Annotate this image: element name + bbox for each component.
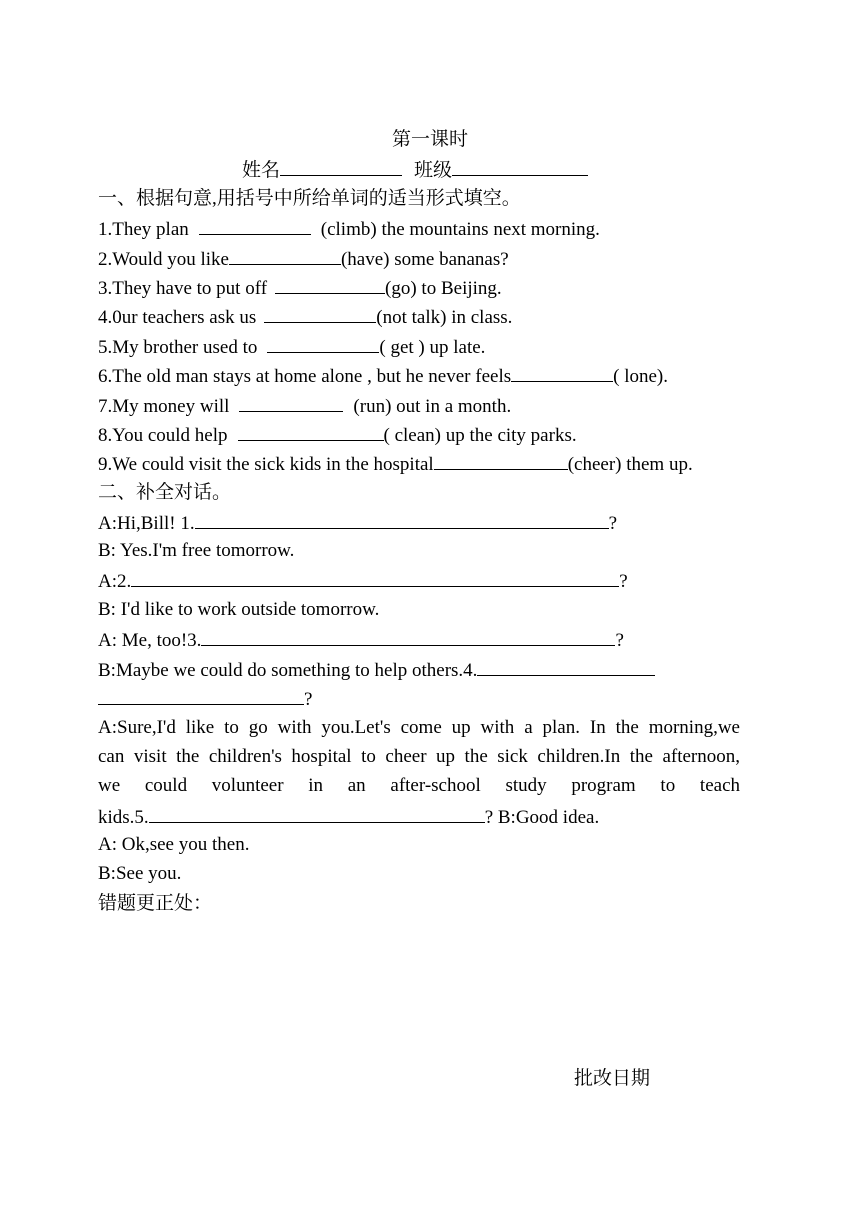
dialogue-text: ? xyxy=(619,571,628,592)
answer-blank-4[interactable] xyxy=(264,304,376,323)
question-text: 2.Would you like xyxy=(98,249,229,270)
class-label: 班级 xyxy=(414,160,453,181)
dialogue-text: ? B:Good idea. xyxy=(484,807,600,828)
dialogue-paragraph-line-2: can visit the children's hospital to cheer up the sick children.In the afternoon, xyxy=(98,746,740,767)
question-1 xyxy=(98,216,600,242)
dialogue-text: ? xyxy=(615,630,624,651)
question-text: (have) some bananas? xyxy=(340,249,509,270)
page-title: 第一课时 xyxy=(391,129,468,150)
question-text: 4.0ur teachers ask us xyxy=(98,307,257,328)
question-text: 9.We could visit the sick kids in the hospital xyxy=(98,454,434,475)
dialogue-blank-5[interactable] xyxy=(149,804,485,823)
question-text: (climb) the mountains next morning. xyxy=(320,219,600,240)
question-5 xyxy=(98,334,485,360)
dialogue-blank-4b[interactable] xyxy=(98,686,304,705)
dialogue-blank-4a[interactable] xyxy=(477,657,655,676)
dialogue-paragraph-line-4 xyxy=(98,804,599,830)
question-text: (go) to Beijing. xyxy=(385,278,502,299)
class-field[interactable] xyxy=(452,157,588,176)
question-text: 6.The old man stays at home alone , but he never feels xyxy=(98,366,512,387)
dialogue-text: A:2. xyxy=(98,571,132,592)
question-text: ( clean) up the city parks. xyxy=(383,425,577,446)
dialogue-text: B:Maybe we could do something to help others.4. xyxy=(98,660,478,681)
dialogue-blank-2[interactable] xyxy=(131,568,619,587)
dialogue-line-2: B: Yes.I'm free tomorrow. xyxy=(98,540,295,561)
dialogue-line-4: B: I'd like to work outside tomorrow. xyxy=(98,599,380,620)
dialogue-text: A:Hi,Bill! 1. xyxy=(98,513,195,534)
question-9 xyxy=(98,451,693,477)
dialogue-line-1 xyxy=(98,510,617,536)
question-text: 7.My money will xyxy=(98,396,230,417)
dialogue-blank-3[interactable] xyxy=(201,627,615,646)
dialogue-text: A: Me, too!3. xyxy=(98,630,202,651)
answer-blank-2[interactable] xyxy=(229,246,341,265)
answer-blank-7[interactable] xyxy=(239,393,343,412)
dialogue-text: ? xyxy=(608,513,618,534)
section2-heading: 二、补全对话。 xyxy=(98,482,232,503)
question-2 xyxy=(98,246,509,272)
dialogue-line-9: B:See you. xyxy=(98,863,182,884)
grading-date-label: 批改日期 xyxy=(574,1068,651,1089)
dialogue-line-6-cont xyxy=(98,686,312,712)
answer-blank-5[interactable] xyxy=(267,334,379,353)
dialogue-paragraph-line-3: we could volunteer in an after-school study program to teach xyxy=(98,775,740,796)
question-text: 8.You could help xyxy=(98,425,228,446)
name-label: 姓名 xyxy=(242,160,281,181)
question-4 xyxy=(98,304,512,330)
dialogue-blank-1[interactable] xyxy=(195,510,609,529)
question-text: (not talk) in class. xyxy=(376,307,513,328)
answer-blank-3[interactable] xyxy=(275,275,385,294)
question-6 xyxy=(98,363,668,389)
question-text: ( get ) up late. xyxy=(379,337,486,358)
answer-blank-9[interactable] xyxy=(434,451,568,470)
dialogue-paragraph-line-1: A:Sure,I'd like to go with you.Let's come up with a plan. In the morning,we xyxy=(98,717,740,738)
dialogue-text: ? xyxy=(304,689,313,710)
dialogue-line-6 xyxy=(98,657,655,683)
question-3 xyxy=(98,275,502,301)
question-text: (run) out in a month. xyxy=(353,396,512,417)
name-field[interactable] xyxy=(280,157,402,176)
dialogue-line-5 xyxy=(98,627,624,653)
corrections-label: 错题更正处： xyxy=(98,893,213,914)
dialogue-text: kids.5. xyxy=(98,807,149,828)
question-text: ( lone). xyxy=(613,366,668,387)
question-text: 1.They plan xyxy=(98,219,189,240)
answer-blank-1[interactable] xyxy=(199,216,311,235)
name-class-row xyxy=(242,157,588,183)
question-text: 3.They have to put off xyxy=(98,278,268,299)
answer-blank-8[interactable] xyxy=(238,422,384,441)
dialogue-line-3 xyxy=(98,568,628,594)
question-text: 5.My brother used to xyxy=(98,337,258,358)
question-7 xyxy=(98,393,511,419)
section1-heading: 一、根据句意,用括号中所给单词的适当形式填空。 xyxy=(98,188,521,209)
dialogue-line-8: A: Ok,see you then. xyxy=(98,834,250,855)
answer-blank-6[interactable] xyxy=(511,363,613,382)
question-8 xyxy=(98,422,577,448)
question-text: (cheer) them up. xyxy=(567,454,693,475)
